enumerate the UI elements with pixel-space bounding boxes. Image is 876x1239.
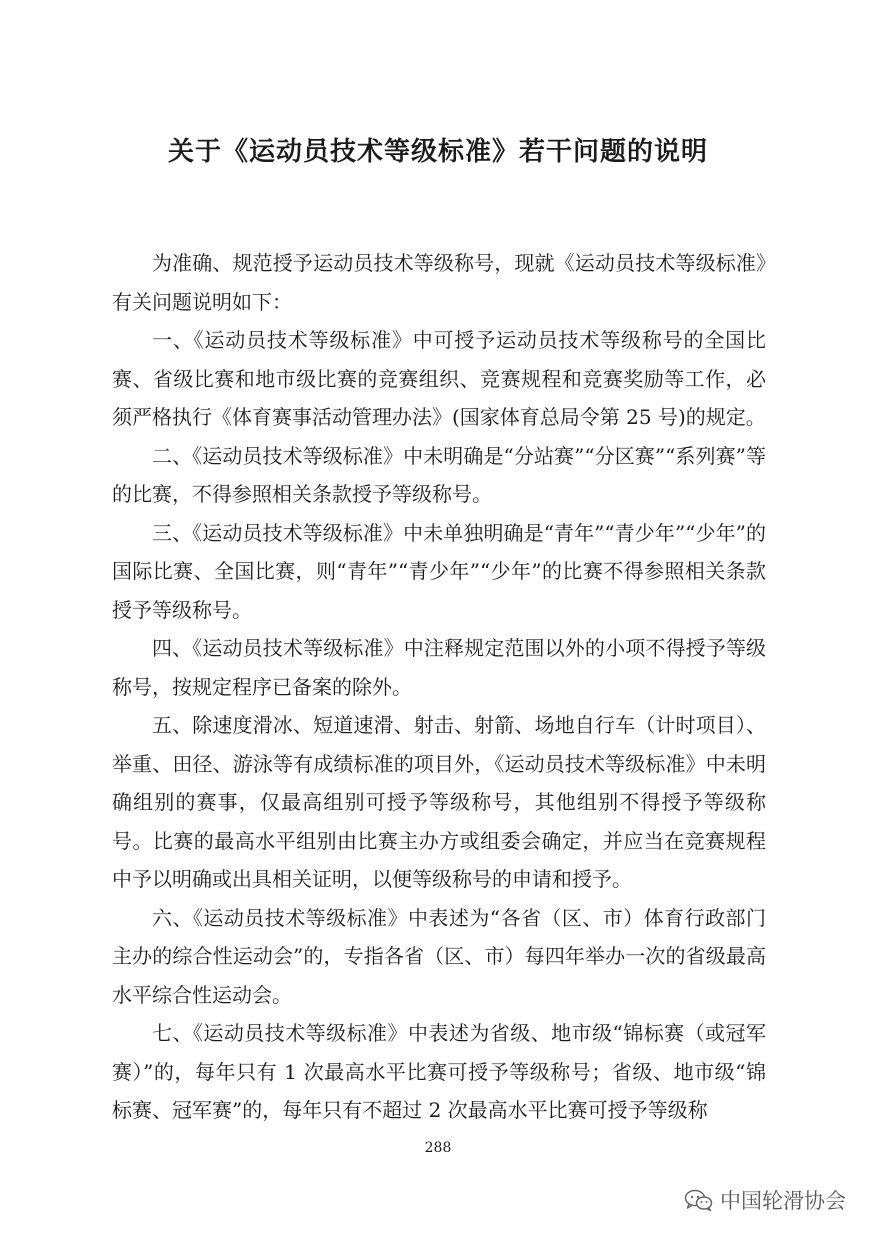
- paragraph-7: 七、《运动员技术等级标准》中表述为省级、地市级“锦标赛（或冠军赛）”的，每年只有 1 次最高水平比赛可授予等级称号；省级、地市级“锦标赛、冠军赛”的，每年只有不超过 2 次最高水平比赛可授予等级称: [112, 1021, 766, 1122]
- paragraph-6: 六、《运动员技术等级标准》中表述为“各省（区、市）体育行政部门主办的综合性运动会”的，专指各省（区、市）每四年举办一次的省级最高水平综合性运动会。: [112, 905, 766, 1007]
- page-number: 288: [424, 1140, 452, 1156]
- paragraph-intro: 为准确、规范授予运动员技术等级称号，现就《运动员技术等级标准》有关问题说明如下：: [112, 251, 766, 314]
- paragraph-3: 三、《运动员技术等级标准》中未单独明确是“青年”“青少年”“少年”的国际比赛、全国比赛，则“青年”“青少年”“少年”的比赛不得参照相关条款授予等级称号。: [112, 520, 766, 622]
- paragraph-4: 四、《运动员技术等级标准》中注释规定范围以外的小项不得授予等级称号，按规定程序已备案的除外。: [112, 636, 766, 699]
- paragraph-1: 一、《运动员技术等级标准》中可授予运动员技术等级称号的全国比赛、省级比赛和地市级比赛的竞赛组织、竞赛规程和竞赛奖励等工作，必须严格执行《体育赛事活动管理办法》(国家体育总局令第 25 号)的规定。: [112, 328, 766, 429]
- document-body: [112, 244, 766, 1130]
- document-title: 关于《运动员技术等级标准》若干问题的说明: [167, 137, 708, 167]
- watermark-text: 中国轮滑协会: [720, 1189, 846, 1213]
- wechat-icon: [684, 1188, 714, 1212]
- watermark: [684, 1183, 846, 1217]
- paragraph-5: 五、除速度滑冰、短道速滑、射击、射箭、场地自行车（计时项目）、举重、田径、游泳等有成绩标准的项目外，《运动员技术等级标准》中未明确组别的赛事，仅最高组别可授予等级称号，其他组别不得授予等级称号。比赛的最高水平组别由比赛主办方或组委会确定，并应当在竞赛规程中予以明确或出具相关证明，以便等级称号的申请和授予。: [112, 713, 766, 891]
- paragraph-2: 二、《运动员技术等级标准》中未明确是“分站赛”“分区赛”“系列赛”等的比赛，不得参照相关条款授予等级称号。: [112, 443, 766, 506]
